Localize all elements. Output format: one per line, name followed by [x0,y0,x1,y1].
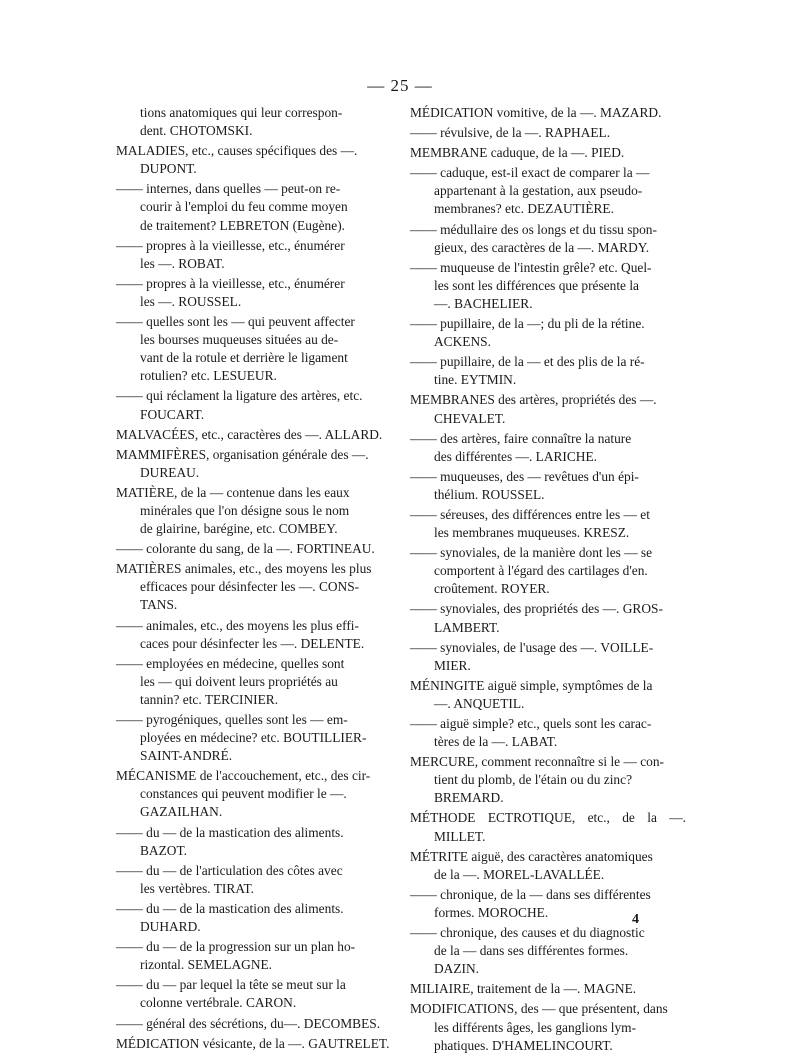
index-entry: —— séreuses, des différences entre les — et les membranes muqueuses. KRESZ. [410,506,650,541]
index-entry: —— propres à la vieillesse, etc., énumérer les —. ROBAT. [116,237,345,271]
index-entry: —— caduque, est-il exact de comparer la — appartenant à la gestation, aux pseudo- membranes? etc. DEZAUTIÈRE. [410,165,650,217]
index-entry: tions anatomiques qui leur correspon- dent. CHOTOMSKI. [140,105,343,139]
index-entry: —— du — de la progression sur un plan ho- rizontal. SEMELAGNE. [116,939,356,973]
index-entry: MALADIES, etc., causes spécifiques des —. DUPONT. [116,143,358,177]
index-entry: —— internes, dans quelles — peut-on re- courir à l'emploi du feu comme moyen de traitement? LEBRETON (Eugène). [116,181,348,233]
index-entry: —— du — de l'articulation des côtes avec les vertèbres. TIRAT. [116,862,343,896]
index-entry: MEMBRANE caduque, de la —. PIED. [410,145,625,161]
index-entry: MÉTHODE ECTROTIQUE, etc., de la —. MILLET. [410,810,686,844]
index-entry: MATIÈRES animales, etc., des moyens les plus efficaces pour désinfecter les —. CONS- TANS. [116,561,372,613]
index-entry: —— aiguë simple? etc., quels sont les carac- tères de la —. LABAT. [410,716,652,750]
index-entry: —— pupillaire, de la —; du pli de la rétine. ACKENS. [410,316,645,350]
index-entry: MÉTRITE aiguë, des caractères anatomiques de la —. MOREL-LAVALLÉE. [410,848,653,882]
right-column [410,104,686,1057]
index-entry: —— du — par lequel la tête se meut sur la colonne vertébrale. CARON. [116,977,346,1011]
index-entry: MODIFICATIONS, des — que présentent, dans les différents âges, les ganglions lym- phatiques. D'HAMELINCOURT. [410,1001,668,1053]
index-entry: —— pupillaire, de la — et des plis de la ré- tine. EYTMIN. [410,354,645,388]
index-entry: —— chronique, des causes et du diagnostic de la — dans ses différentes formes. DAZIN. [410,925,645,977]
left-column [116,104,392,1055]
index-entry: —— synoviales, de la manière dont les — se comportent à l'égard des cartilages d'en. croûtement. ROYER. [410,545,653,597]
index-entry: —— muqueuse de l'intestin grêle? etc. Quel- les sont les différences que présente la —. BACHELIER. [410,259,652,311]
index-entry: —— muqueuses, des — revêtues d'un épi- thélium. ROUSSEL. [410,468,639,502]
index-entry: MEMBRANES des artères, propriétés des —. CHEVALET. [410,392,657,426]
index-entry: MATIÈRE, de la — contenue dans les eaux minérales que l'on désigne sous le nom de glairine, barégine, etc. COMBEY. [116,484,350,537]
index-entry: —— pyrogéniques, quelles sont les — em- ployées en médecine? etc. BOUTILLIER- SAINT-ANDRÉ. [116,712,367,764]
index-entry: —— du — de la mastication des aliments. DUHARD. [116,900,344,935]
index-entry: MÉNINGITE aiguë simple, symptômes de la —. ANQUETIL. [410,677,653,711]
index-entry: —— du — de la mastication des aliments. BAZOT. [116,824,344,858]
index-entry: MÉDICATION vésicante, de la —. GAUTRELET. [116,1035,390,1051]
index-entry: —— des artères, faire connaître la nature des différentes —. LARICHE. [410,430,632,464]
index-entry: —— révulsive, de la —. RAPHAEL. [410,125,611,141]
index-entry: MÉDICATION vomitive, de la —. MAZARD. [410,105,662,120]
index-entry: MALVACÉES, etc., caractères des —. ALLARD. [116,426,383,442]
index-entry: MERCURE, comment reconnaître si le — con- tient du plomb, de l'étain ou du zinc? BREMARD. [410,754,664,806]
index-entry: —— animales, etc., des moyens les plus effi- caces pour désinfecter les —. DELENTE. [116,617,365,651]
index-entry: —— synoviales, des propriétés des —. GROS- LAMBERT. [410,601,663,635]
page-number: — 25 — [367,76,433,95]
index-entry: —— quelles sont les — qui peuvent affecter les bourses muqueuses situées au de- vant de la rotule et derrière le ligament rotulien? etc. LESUEUR. [116,314,355,384]
index-entry: MÉCANISME de l'accouchement, etc., des cir- constances qui peuvent modifier le —. GAZAILHAN. [116,768,371,820]
index-entry: —— synoviales, de l'usage des —. VOILLE- MIER. [410,639,654,673]
index-entry: —— chronique, de la — dans ses différentes formes. MOROCHE. [410,886,651,920]
index-entry: —— qui réclament la ligature des artères, etc. FOUCART. [116,388,363,422]
index-entry: —— colorante du sang, de la —. FORTINEAU. [116,541,375,557]
signature-mark: 4 [632,912,639,927]
index-entry: MAMMIFÈRES, organisation générale des —. DUREAU. [116,446,369,480]
index-entry: —— employées en médecine, quelles sont les — qui doivent leurs propriétés au tannin? etc. TERCINIER. [116,655,345,707]
index-entry: MILIAIRE, traitement de la —. MAGNE. [410,981,637,997]
index-entry: —— général des sécrétions, du—. DECOMBES. [116,1015,381,1031]
index-entry: —— médullaire des os longs et du tissu spon- gieux, des caractères de la —. MARDY. [410,221,657,255]
index-entry: —— propres à la vieillesse, etc., énumérer les —. ROUSSEL. [116,275,345,309]
